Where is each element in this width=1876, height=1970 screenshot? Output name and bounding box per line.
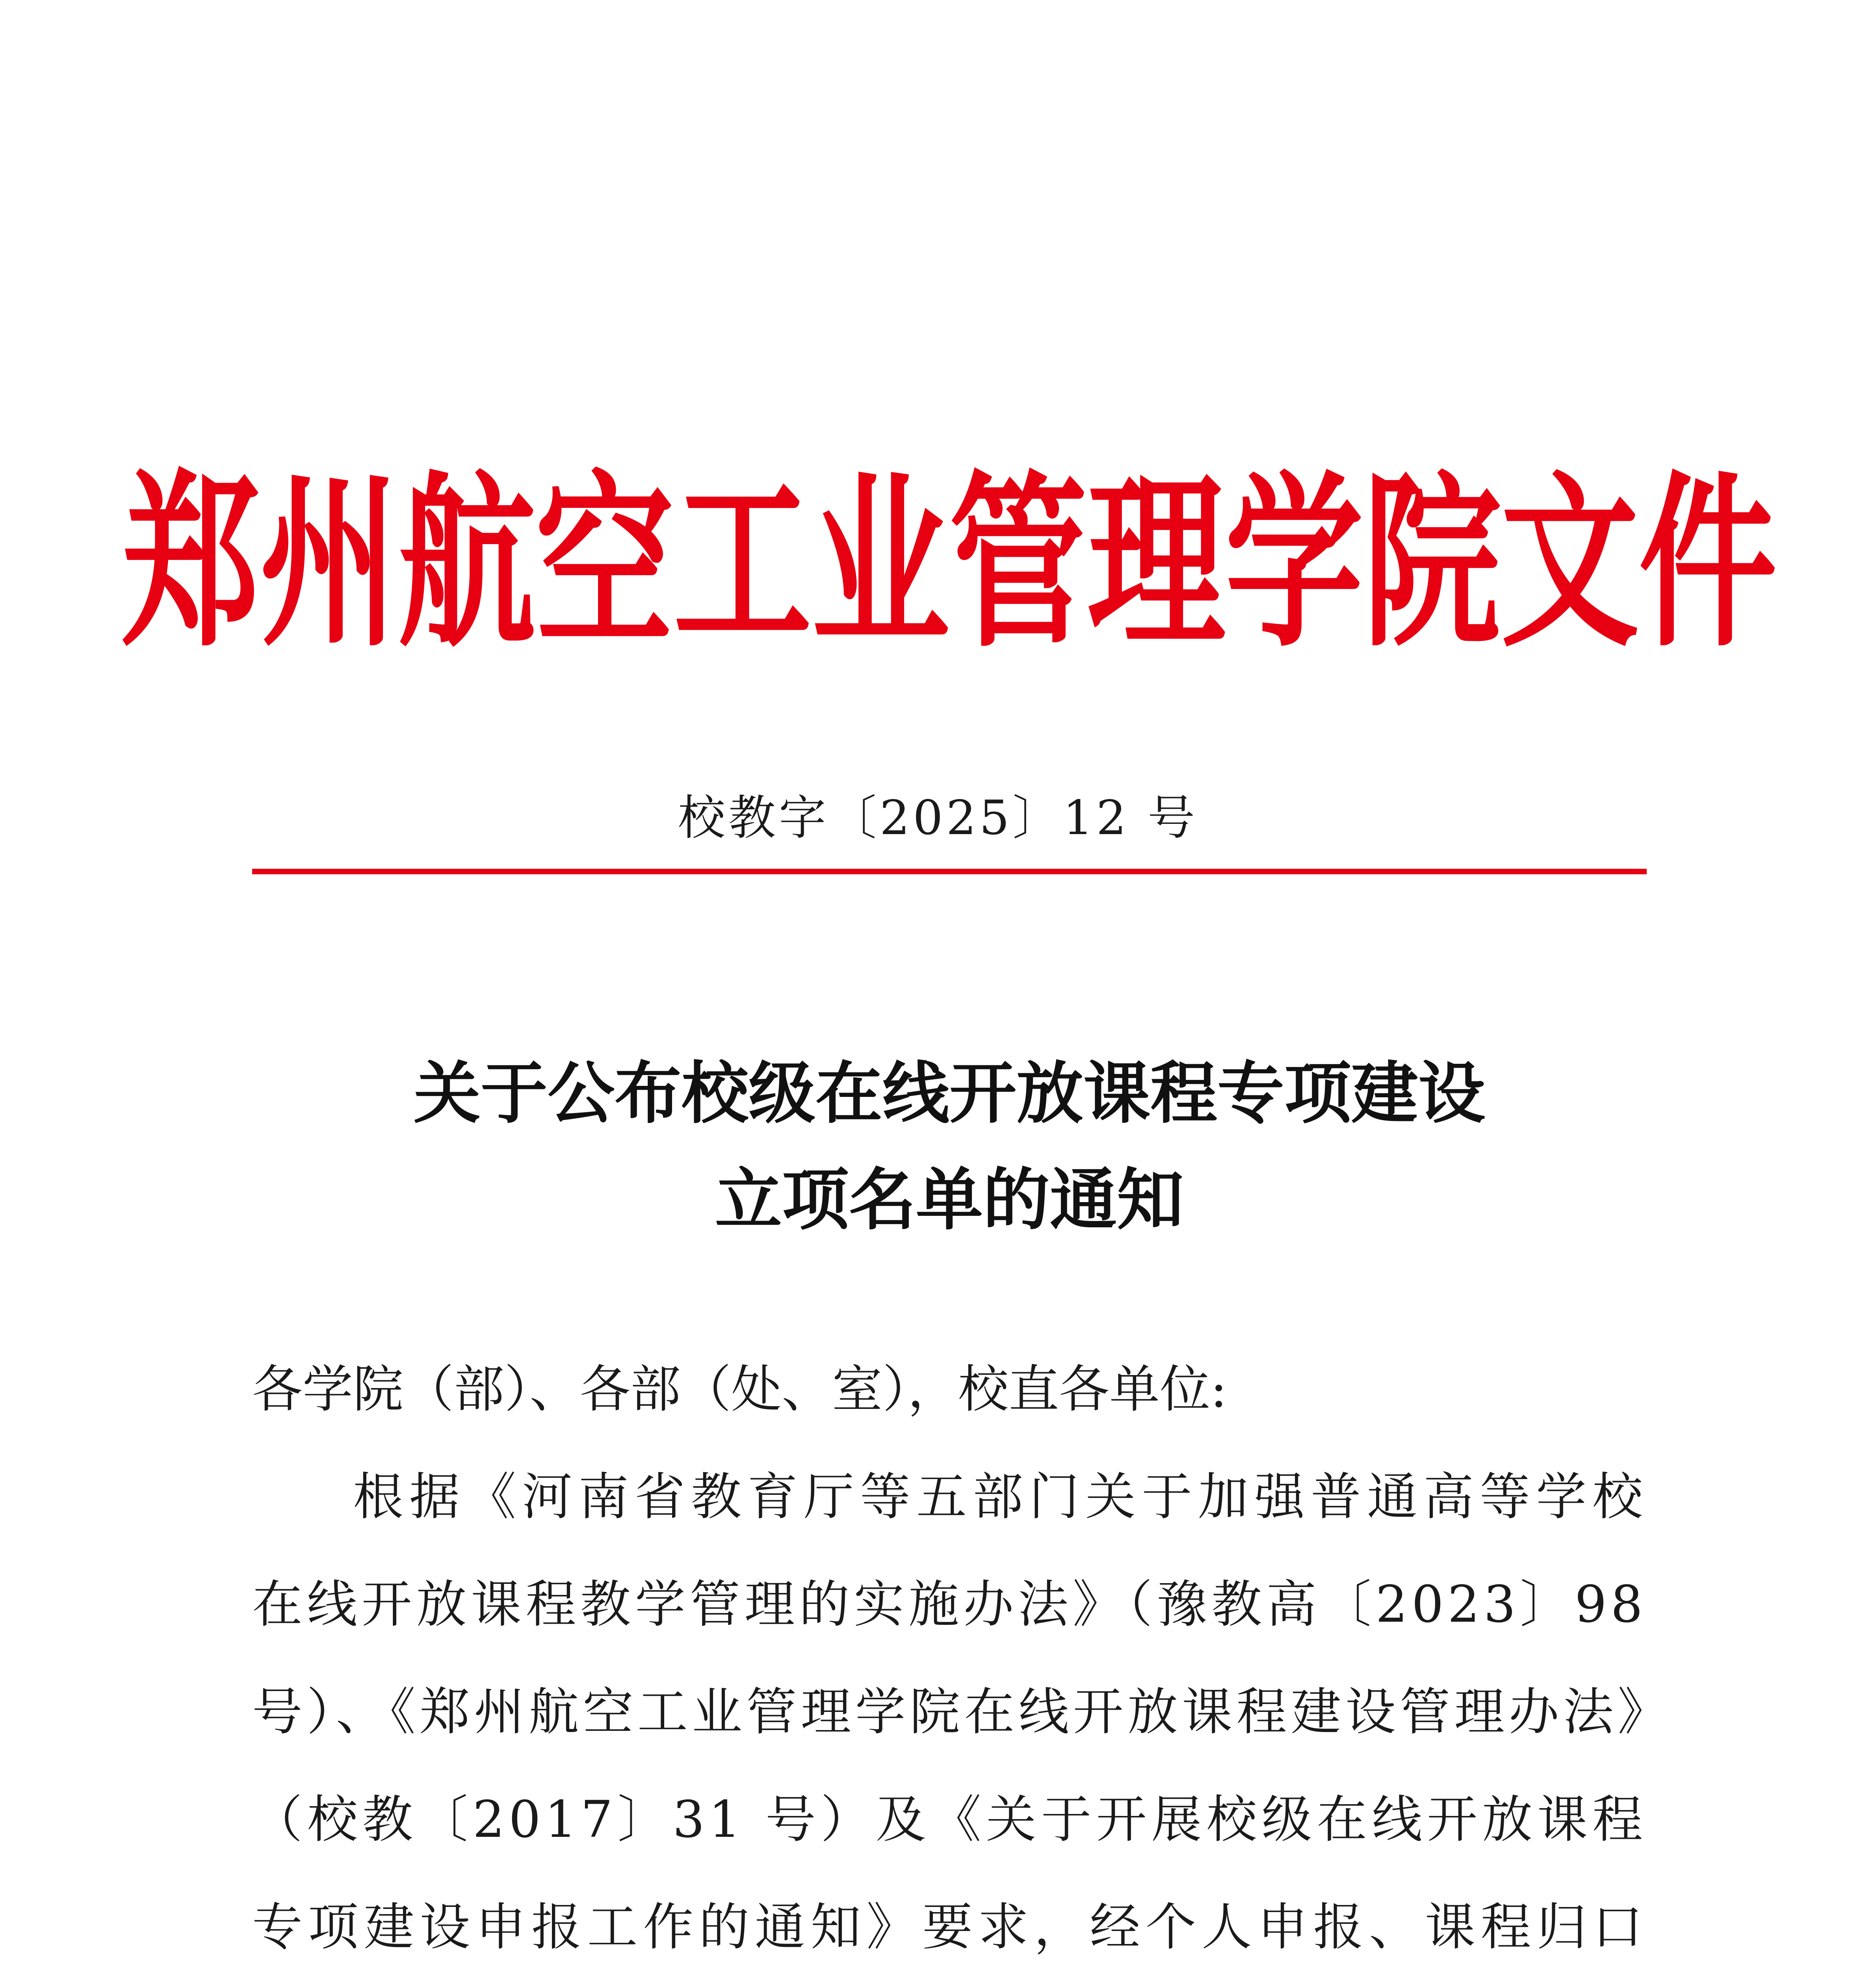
notice-title <box>252 1040 1647 1253</box>
body-paragraph-1: 根据《河南省教育厅等五部门关于加强普通高等学校在线开放课程教学管理的实施办法》（豫教高〔2023〕98 号）、《郑州航空工业管理学院在线开放课程建设管理办法》（校教〔2017〕31 号）及《关于开展校级在线开放课程专项建设申报工作的通知》要求，经个人申报、课程归口 <box>252 1468 1647 1957</box>
organization-title: 郑州航空工业管理学院文件 <box>122 455 1777 672</box>
header-divider <box>252 869 1647 874</box>
notice-title-line2: 立项名单的通知 <box>715 1160 1184 1239</box>
document-number: 校教字〔2025〕12 号 <box>678 791 1198 846</box>
salutation: 各学院（部）、各部（处、室），校直各单位: <box>252 1360 1228 1419</box>
notice-body <box>252 1336 1647 1970</box>
notice-title-line1: 关于公布校级在线开放课程专项建设 <box>413 1054 1485 1133</box>
